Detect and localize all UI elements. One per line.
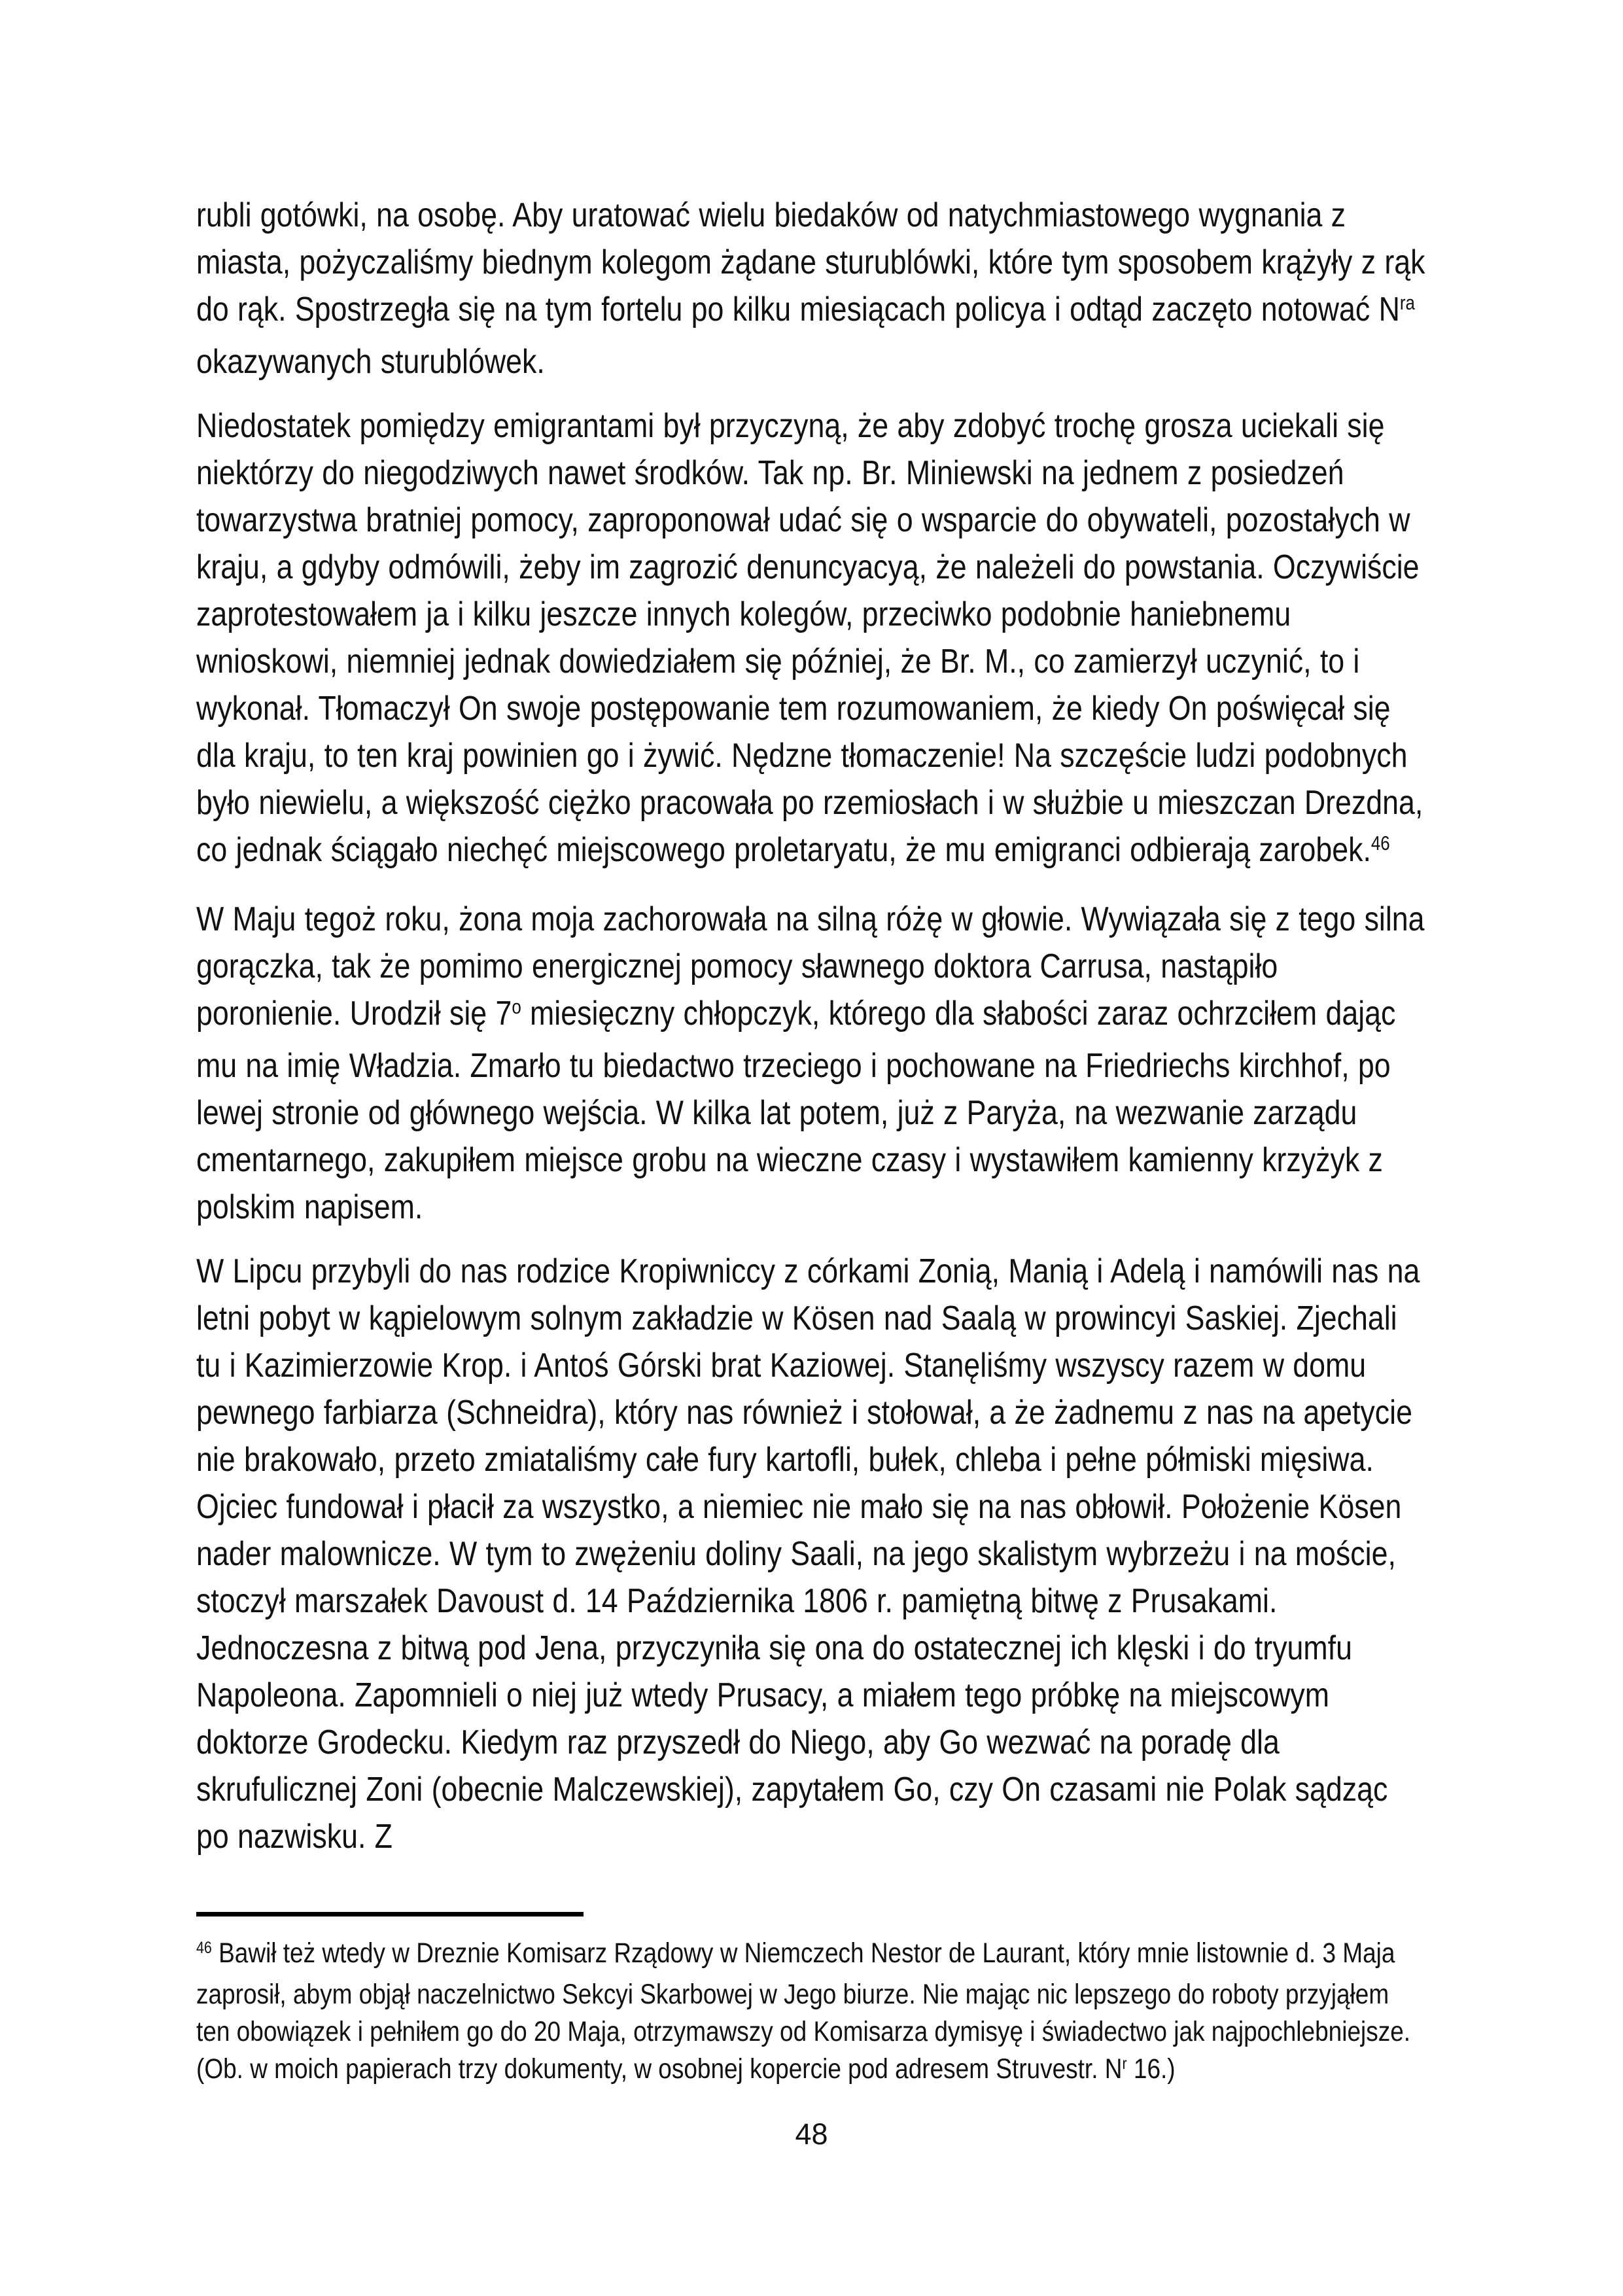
superscript: 46 [196,1939,212,1958]
text-run: 16.) [1126,2053,1176,2085]
text-run: Bawił też wtedy w Dreznie Komisarz Rządowy w Niemczech Nestor de Laurant, który mnie listownie d. 3 Maja zaprosił, abym objął naczelnictwo Sekcyi Skarbowej w Jego biurze. Nie mając nic lepszego do roboty przyjąłem ten obowiązek i pełniłem go do 20 Maja, otrzymawszy od Komisarza dymisyę i świadectwo jak najpochlebniejsze. (Ob. w moich papierach trzy dokumenty, w osobnej kopercie pod adresem Struvestr. N [196,1937,1411,2085]
page-number: 48 [795,2117,828,2151]
paragraph [196,402,1427,879]
paragraph [196,192,1427,385]
text-run: okazywanych sturublówek. [196,343,545,381]
paragraph [196,896,1427,1231]
footnote-area [196,1899,1427,2092]
paragraph [196,1248,1427,1860]
superscript: 46 [1370,833,1390,855]
text-run: Niedostatek pomiędzy emigrantami był przyczyną, że aby zdobyć trochę grosza uciekali się niektórzy do niegodziwych nawet środków. Tak np. Br. Miniewski na jednem z posiedzeń towarzystwa bratniej pomocy, zaproponował udać się o wsparcie do obywateli, pozostałych w kraju, a gdyby odmówili, żeby im zagrozić denuncyacyą, że należeli do powstania. Oczywiście zaprotestowałem ja i kilku jeszcze innych kolegów, przeciwko podobnie haniebnemu wnioskowi, niemniej jednak dowiedziałem się później, że Br. M., co zamierzył uczynić, to i wykonał. Tłomaczył On swoje postępowanie tem rozumowaniem, że kiedy On poświęcał się dla kraju, to ten kraj powinien go i żywić. Nędzne tłomaczenie! Na szczęście ludzi podobnych było niewielu, a większość ciężko pracowała po rzemiosłach i w służbie u mieszczan Drezdna, co jednak ściągało niechęć miejscowego proletaryatu, że mu emigranci odbierają zarobek. [196,407,1423,869]
text-run: miesięczny chłopczyk, którego dla słabości zaraz ochrzciłem dając mu na imię Władzia. Zmarło tu biedactwo trzeciego i pochowane na Friedriechs kirchhof, po lewej stronie od głównego wejścia. W kilka lat potem, już z Paryża, na wezwanie zarządu cmentarnego, zakupiłem miejsce grobu na wieczne czasy i wystawiłem kamienny krzyżyk z polskim napisem. [196,995,1396,1226]
footnote-text [196,1935,1427,2092]
superscript: o [512,997,521,1019]
body-paragraphs [196,192,1427,1877]
text-run: W Lipcu przybyli do nas rodzice Kropiwniccy z córkami Zonią, Manią i Adelą i namówili nas na letni pobyt w kąpielowym solnym zakładzie w Kösen nad Saalą w prowincyi Saskiej. Zjechali tu i Kazimierzowie Krop. i Antoś Górski brat Kaziowej. Stanęliśmy wszyscy razem w domu pewnego farbiarza (Schneidra), który nas również i stołował, a że żadnemu z nas na apetycie nie brakowało, przeto zmiataliśmy całe fury kartofli, bułek, chleba i pełne półmiski mięsiwa. Ojciec fundował i płacił za wszystko, a niemiec nie mało się na nas obłowił. Położenie Kösen nader malownicze. W tym to zwężeniu doliny Saali, na jego skalistym wybrzeżu i na moście, stoczył marszałek Davoust d. 14 Października 1806 r. pamiętną bitwę z Prusakami. Jednoczesna z bitwą pod Jena, przyczyniła się ona do ostatecznej ich klęski i do tryumfu Napoleona. Zapomnieli o niej już wtedy Prusacy, a miałem tego próbkę na miejscowym doktorze Grodecku. Kiedym raz przyszedł do Niego, aby Go wezwać na poradę dla skrufulicznej Zoni (obecnie Malczewskiej), zapytałem Go, czy On czasami nie Polak sądząc po nazwisku. Z [196,1252,1420,1856]
footnote-separator [196,1912,584,1916]
superscript: r [1122,2055,1127,2074]
text-run: rubli gotówki, na osobę. Aby uratować wielu biedaków od natychmiastowego wygnania z miasta, pożyczaliśmy biednym kolegom żądane sturublówki, które tym sposobem krążyły z rąk do rąk. Spostrzegła się na tym fortelu po kilku miesiącach policya i odtąd zaczęto notować N [196,196,1425,328]
superscript: ra [1399,292,1415,315]
text-run: W Maju tegoż roku, żona moja zachorowała na silną różę w głowie. Wywiązała się z tego silna gorączka, tak że pomimo energicznej pomocy sławnego doktora Carrusa, nastąpiło poronienie. Urodził się 7 [196,900,1425,1033]
